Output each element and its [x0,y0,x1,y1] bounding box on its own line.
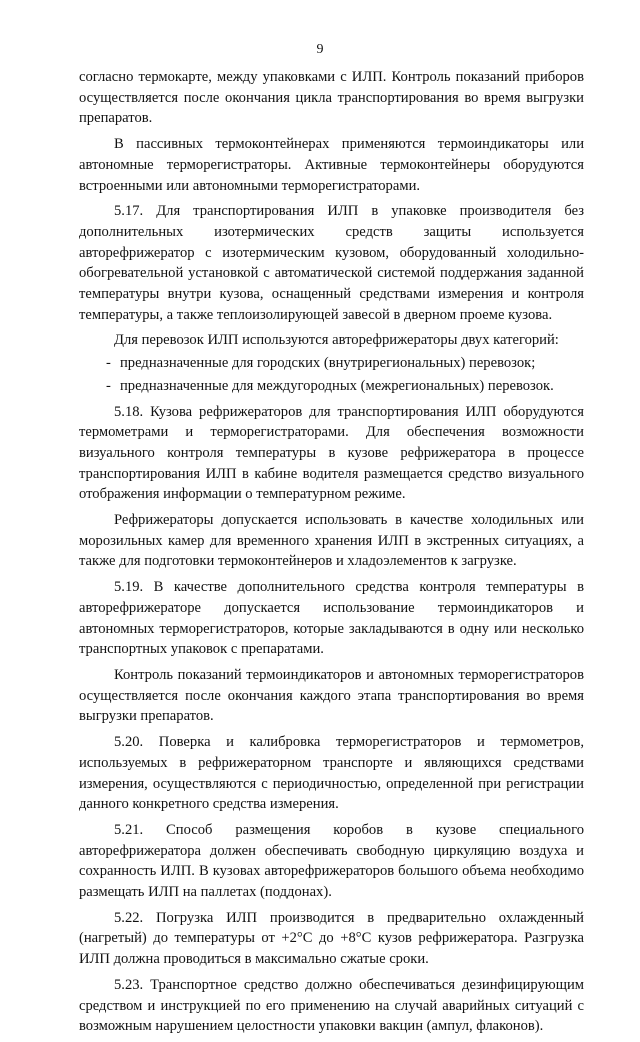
page-number: 9 [316,42,324,57]
list-item [79,376,584,397]
paragraph-5-20: 5.20. Поверка и калибровка терморегистраторов и термометров, используемых в рефрижераторном транспорте и являющихся средствами измерения, осуществляются с периодичностью, определенной при регистрации данного конкретного средства измерения. [79,734,584,813]
paragraph: Рефрижераторы допускается использовать в качестве холодильных или морозильных камер для временного хранения ИЛП в экстренных ситуациях, а также для подготовки термоконтейнеров и хладоэлементов к загрузке. [79,512,584,570]
paragraph-5-19: 5.19. В качестве дополнительного средства контроля температуры в авторефрижераторе допускается использование термоиндикаторов и автономных терморегистраторов, которые закладываются в одну или несколько транспортных упаковок с препаратами. [79,579,584,658]
list-item-text: предназначенные для городских (внутрирегиональных) перевозок; [120,355,536,372]
paragraph: согласно термокарте, между упаковками с ИЛП. Контроль показаний приборов осуществляется после окончания цикла транспортирования во время выгрузки препаратов. [79,69,584,127]
list-item-text: предназначенные для междугородных (межрегиональных) перевозок. [120,377,554,394]
paragraph-5-17: 5.17. Для транспортирования ИЛП в упаковке производителя без дополнительных изотермических средств защиты используется авторефрижератор с изотермическим кузовом, оборудованный холодильно-обогревательной установкой с автоматической системой поддержания заданной температуры внутри кузова, оснащенный средствами измерения и контроля температуры, а также теплоизолирующей завесой в дверном проеме кузова. [79,203,584,323]
document-body [79,67,584,1042]
paragraph: Контроль показаний термоиндикаторов и автономных терморегистраторов осуществляется после окончания каждого этапа транспортирования во время выгрузки препаратов. [79,666,584,725]
paragraph-5-23: 5.23. Транспортное средство должно обеспечиваться дезинфицирующим средством и инструкцией по его применению на случай аварийных ситуаций с возможным нарушением целостности упаковки вакцин (ампул, флаконов). [79,976,584,1035]
list-item [79,353,584,374]
paragraph-5-22: 5.22. Погрузка ИЛП производится в предварительно охлажденный (нагретый) до температуры от +2°С до +8°С кузов рефрижератора. Разгрузка ИЛП должна проводиться в максимально сжатые сроки. [79,909,584,968]
paragraph-5-18: 5.18. Кузова рефрижераторов для транспортирования ИЛП оборудуются термометрами и терморегистраторами. Для обеспечения возможности визуального контроля температуры в кузове рефрижератора в процессе транспортирования ИЛП в кабине водителя размещается средство визуального отображения информации о температурном режиме. [79,403,584,503]
paragraph: Для перевозок ИЛП используются авторефрижераторы двух категорий: [114,332,559,349]
paragraph-5-21: 5.21. Способ размещения коробов в кузове специального авторефрижератора должен обеспечивать свободную циркуляцию воздуха и сохранность ИЛП. В кузовах авторефрижераторов большого объема необходимо размещать ИЛП на паллетах (поддонах). [79,821,584,901]
paragraph: В пассивных термоконтейнерах применяются термоиндикаторы или автономные терморегистраторы. Активные термоконтейнеры оборудуются встроенными или автономными терморегистраторами. [79,136,584,194]
